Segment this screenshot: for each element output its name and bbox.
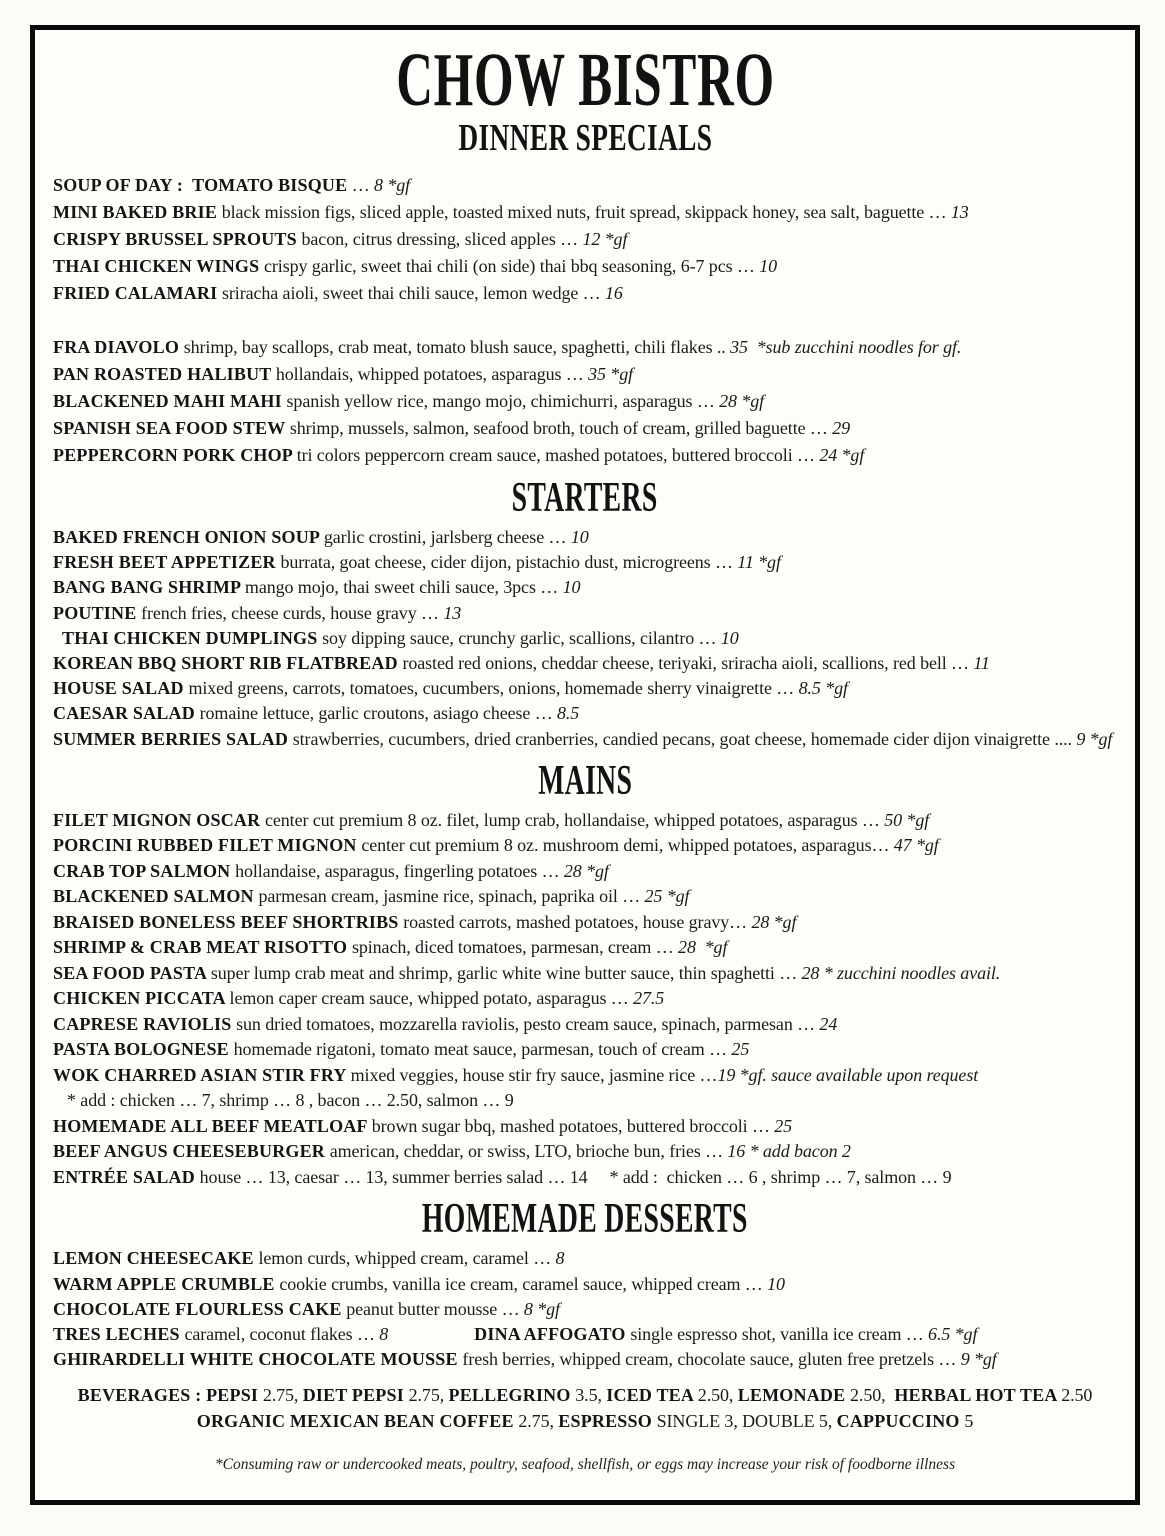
item-price: 28 *gf [678,937,728,958]
menu-item-braised-boneless-beef-shortribs [53,910,1117,936]
beverage-price: 5 [964,1411,974,1432]
menu-item-fresh-beet-appetizer [53,550,1117,575]
item-desc: american, cheddar, or swiss, LTO, brioche bun, fries … [329,1141,728,1162]
item-desc: sriracha aioli, sweet thai chili sauce, lemon wedge … [222,283,605,303]
item-desc: shrimp, bay scallops, crab meat, tomato blush sauce, spaghetti, chili flakes .. [183,337,731,357]
item-price: 10 [720,627,739,648]
section-heading-starters-wrap [53,477,1117,519]
item-name: FRIED CALAMARI [53,283,222,303]
item-price: 28 [801,962,820,983]
beverage-price: 2.75, [518,1411,559,1432]
menu-item-thai-chicken-dumplings [53,626,1117,651]
item-name: THAI CHICKEN WINGS [53,256,265,276]
beverage-name: DIET PEPSI [302,1385,409,1406]
section-mains [53,808,1117,1191]
menu-item-crispy-brussel-sprouts [53,226,1117,253]
menu-subtitle: DINNER SPECIALS [458,117,712,159]
item-name: SOUP OF DAY : TOMATO BISQUE [53,175,348,195]
item-name: CAPRESE RAVIOLIS [53,1013,237,1034]
item-name: WOK CHARRED ASIAN STIR FRY [53,1064,351,1085]
item-price: 13 [443,602,462,623]
beverage-name: CAPPUCCINO [836,1411,965,1432]
item-desc: spinach, diced tomatoes, parmesan, cream … [351,937,679,958]
item-desc: hollandaise, asparagus, fingerling potatoes … [235,860,564,881]
header [53,38,1117,122]
item-note: *sub zucchini noodles for gf. [747,337,962,357]
item-price: 47 *gf [893,835,939,856]
item-desc: roasted red onions, cheddar cheese, teriyaki, sriracha aioli, scallions, red bell … [402,653,974,674]
beverages-line-1 [53,1382,1117,1408]
menu-item-ghirardelli-white-chocolate-mousse [53,1347,1117,1372]
item-desc: strawberries, cucumbers, dried cranberries, candied pecans, goat cheese, homemade cider dijon vinaigrette .... [292,728,1077,749]
item-price: 8 [555,1248,565,1269]
item-price: 35 *gf [588,364,634,384]
item-desc: bacon, citrus dressing, sliced apples … [301,229,583,249]
beverage-name: ORGANIC MEXICAN BEAN COFFEE [196,1411,519,1432]
item-desc: garlic crostini, jarlsberg cheese … [323,527,571,547]
menu-item-fra-diavolo [53,334,1117,361]
item-desc: mixed greens, carrots, tomatoes, cucumbers, onions, homemade sherry vinaigrette … [188,678,799,699]
menu-item-caprese-raviolis [53,1012,1117,1038]
beverage-name: PELLEGRINO [448,1385,576,1406]
item-price: 6.5 *gf [928,1323,978,1344]
beverage-price: 2.75, [408,1385,449,1406]
item-name: THAI CHICKEN DUMPLINGS [62,627,323,648]
menu-item-pasta-bolognese [53,1037,1117,1063]
menu-item-chocolate-flourless-cake [53,1297,1117,1322]
menu-item-caesar-salad [53,701,1117,726]
item-price: 35 [730,337,748,357]
beverage-price: 2.75, [262,1385,303,1406]
item-price: 10 [767,1273,785,1294]
item-name: MINI BAKED BRIE [53,202,222,222]
item-price: 28 *gf [563,860,609,881]
menu-item-korean-bbq-short-rib-flatbread [53,651,1117,676]
item-desc: sun dried tomatoes, mozzarella raviolis, pesto cream sauce, spinach, parmesan … [236,1013,820,1034]
beverage-price: 2.50 [1061,1385,1093,1406]
item-desc: brown sugar bbq, mashed potatoes, buttered broccoli … [371,1115,775,1136]
item-price: 27.5 [633,988,665,1009]
item-note: *gf. sauce available upon request [739,1064,979,1085]
menu-item-pan-roasted-halibut [53,361,1117,388]
item-note: * zucchini noodles avail. [819,962,1001,983]
menu-item-beef-angus-cheeseburger [53,1139,1117,1165]
item-name: ENTRÉE SALAD [53,1166,200,1187]
item-desc: crispy garlic, sweet thai chili (on side) thai bbq seasoning, 6-7 pcs … [264,256,760,276]
item-price: 8.5 *gf [798,678,848,699]
section-heading-desserts: HOMEMADE DESSERTS [422,1196,748,1243]
item-price: 29 [832,418,851,438]
item-price: 10 [562,577,581,598]
item-name: SUMMER BERRIES SALAD [53,728,293,749]
menu-item-poutine [53,601,1117,626]
menu-item-tres-leches-and-dina-affogato [53,1322,1117,1347]
item-desc: … [347,175,375,195]
item-price: 10 [759,256,778,276]
item-name: BANG BANG SHRIMP [53,577,245,598]
menu-item-blackened-salmon [53,884,1117,910]
item-desc: lemon curds, whipped cream, caramel … [258,1248,556,1269]
item-price: 16 [604,283,623,303]
menu-item-blackened-mahi-mahi [53,388,1117,415]
subheader [53,118,1117,158]
menu-item-crab-top-salmon [53,859,1117,885]
beverages-label: BEVERAGES : [77,1385,207,1406]
item-name: PASTA BOLOGNESE [53,1039,234,1060]
item-desc: romaine lettuce, garlic croutons, asiago cheese … [199,703,557,724]
menu-item-fried-calamari [53,280,1117,307]
item-desc: hollandais, whipped potatoes, asparagus … [275,364,589,384]
beverage-price: 2.50, [850,1385,895,1406]
menu-item-spanish-sea-food-stew [53,415,1117,442]
item-desc: tri colors peppercorn cream sauce, mashed potatoes, buttered broccoli … [296,445,820,465]
item-price: 9 *gf [1076,728,1113,749]
item-desc: roasted carrots, mashed potatoes, house gravy… [403,911,752,932]
item-name: LEMON CHEESECAKE [53,1248,259,1269]
item-desc: super lump crab meat and shrimp, garlic white wine butter sauce, thin spaghetti … [210,962,802,983]
item-name: BLACKENED MAHI MAHI [53,391,287,411]
item-desc: single espresso shot, vanilla ice cream … [630,1323,929,1344]
beverage-price: SINGLE 3, DOUBLE 5, [656,1411,837,1432]
menu-item-wok-charred-asian-stir-fry [53,1063,1117,1089]
item-price: 8 *gf [374,175,411,195]
item-price: 8.5 [557,703,580,724]
item-desc: house … 13, caesar … 13, summer berries salad … 14 [199,1166,588,1187]
item-name: CAESAR SALAD [53,703,200,724]
item-price: 50 *gf [884,809,930,830]
item-price: 24 *gf [819,445,865,465]
item-desc: french fries, cheese curds, house gravy … [141,602,444,623]
item-name: BRAISED BONELESS BEEF SHORTRIBS [53,911,404,932]
item-name: FRA DIAVOLO [53,337,184,357]
item-price: 28 *gf [719,391,765,411]
item-name: CHOCOLATE FLOURLESS CAKE [53,1298,347,1319]
item-name: BEEF ANGUS CHEESEBURGER [53,1141,330,1162]
item-name: HOMEMADE ALL BEEF MEATLOAF [53,1115,372,1136]
menu-page [30,25,1140,1505]
item-price: 10 [570,527,589,547]
item-name: TRES LECHES [53,1323,185,1344]
section-heading-mains-wrap [53,757,1117,804]
item-desc: black mission figs, sliced apple, toasted mixed nuts, fruit spread, skippack honey, sea salt, baguette … [221,202,951,222]
item-desc: soy dipping sauce, crunchy garlic, scallions, cilantro … [322,627,721,648]
item-desc: mango mojo, thai sweet chili sauce, 3pcs … [244,577,563,598]
section-desserts [53,1246,1117,1372]
section-heading-mains: MAINS [537,757,633,804]
menu-item-summer-berries-salad [53,727,1117,752]
item-name: FILET MIGNON OSCAR [53,809,265,830]
item-name: GHIRARDELLI WHITE CHOCOLATE MOUSSE [53,1349,463,1370]
menu-item-homemade-all-beef-meatloaf [53,1114,1117,1140]
item-price: 13 [950,202,969,222]
item-price: 19 [717,1064,740,1085]
footer-disclaimer: *Consuming raw or undercooked meats, poultry, seafood, shellfish, or eggs may increase your risk of foodborne illness [214,1456,956,1474]
item-name: SEA FOOD PASTA [53,962,211,983]
beverage-name: PEPSI [206,1385,263,1406]
item-name: SPANISH SEA FOOD STEW [53,418,290,438]
beverage-name: HERBAL HOT TEA [894,1385,1062,1406]
item-price: 24 [819,1013,838,1034]
item-price: 25 [774,1115,793,1136]
item-price: 9 *gf [960,1349,997,1370]
item-price: 16 [727,1141,746,1162]
menu-item-house-salad [53,676,1117,701]
item-price: 8 *gf [523,1298,560,1319]
section-dinner-specials [53,172,1117,469]
item-desc: caramel, coconut flakes … [184,1323,380,1344]
item-price: 25 [731,1039,750,1060]
menu-item-shrimp-crab-meat-risotto [53,935,1117,961]
item-name: PORCINI RUBBED FILET MIGNON [53,835,362,856]
item-name: SHRIMP & CRAB MEAT RISOTTO [53,937,352,958]
item-name: CRISPY BRUSSEL SPROUTS [53,229,302,249]
item-desc: homemade rigatoni, tomato meat sauce, parmesan, touch of cream … [233,1039,732,1060]
item-desc: lemon caper cream sauce, whipped potato, asparagus … [229,988,634,1009]
item-name: PAN ROASTED HALIBUT [53,364,276,384]
item-price: 25 *gf [644,886,690,907]
section-starters [53,525,1117,752]
item-desc: fresh berries, whipped cream, chocolate sauce, gluten free pretzels … [462,1349,961,1370]
spacer [53,307,1117,334]
item-name: PEPPERCORN PORK CHOP [53,445,297,465]
beverage-name: ICED TEA [606,1385,698,1406]
item-name: HOUSE SALAD [53,678,189,699]
menu-item-sea-food-pasta [53,961,1117,987]
item-desc: peanut butter mousse … [346,1298,524,1319]
menu-item-soup-of-day [53,172,1117,199]
menu-item-chicken-piccata [53,986,1117,1012]
item-addon-text: * add : chicken … 6 , shrimp … 7, salmon … 9 [587,1166,952,1187]
menu-item-baked-french-onion-soup [53,525,1117,550]
beverage-name: LEMONADE [737,1385,851,1406]
beverages-line-2 [53,1408,1117,1434]
item-name: FRESH BEET APPETIZER [53,552,281,573]
item-name: POUTINE [53,602,142,623]
menu-item-mini-baked-brie [53,199,1117,226]
item-price: 28 *gf [751,911,797,932]
item-name: BAKED FRENCH ONION SOUP [53,527,324,547]
item-note: * add bacon 2 [745,1141,851,1162]
item-name: KOREAN BBQ SHORT RIB FLATBREAD [53,653,403,674]
item-desc: mixed veggies, house stir fry sauce, jasmine rice … [350,1064,718,1085]
menu-item-thai-chicken-wings [53,253,1117,280]
menu-item-entree-salad [53,1165,1117,1191]
item-addon-text: * add : chicken … 7, shrimp … 8 , bacon … 2.50, salmon … 9 [67,1090,514,1111]
item-price: 12 *gf [582,229,628,249]
item-name: DINA AFFOGATO [474,1323,631,1344]
item-name: BLACKENED SALMON [53,886,259,907]
item-desc: center cut premium 8 oz. mushroom demi, whipped potatoes, asparagus… [361,835,894,856]
item-name: WARM APPLE CRUMBLE [53,1273,280,1294]
menu-item-peppercorn-pork-chop [53,442,1117,469]
section-heading-starters: STARTERS [512,475,658,521]
item-desc: parmesan cream, jasmine rice, spinach, paprika oil … [258,886,645,907]
item-name: CHICKEN PICCATA [53,988,230,1009]
beverage-price: 3.5, [575,1385,607,1406]
beverage-price: 2.50, [697,1385,738,1406]
item-desc: spanish yellow rice, mango mojo, chimichurri, asparagus … [286,391,720,411]
item-desc: shrimp, mussels, salmon, seafood broth, touch of cream, grilled baguette … [289,418,833,438]
beverage-name: ESPRESSO [558,1411,657,1432]
item-desc: cookie crumbs, vanilla ice cream, caramel sauce, whipped cream … [279,1273,768,1294]
menu-item-bang-bang-shrimp [53,575,1117,600]
item-price: 11 *gf [737,552,781,573]
item-desc: center cut premium 8 oz. filet, lump crab, hollandaise, whipped potatoes, asparagus … [265,809,885,830]
section-heading-desserts-wrap [53,1196,1117,1243]
menu-item-porcini-rubbed-filet-mignon [53,833,1117,859]
menu-item-lemon-cheesecake [53,1246,1117,1271]
item-name: CRAB TOP SALMON [53,860,236,881]
item-price: 8 [379,1323,389,1344]
item-price: 11 [973,653,990,674]
menu-item-warm-apple-crumble [53,1272,1117,1297]
menu-item-wok-addons [53,1088,1117,1114]
menu-item-filet-mignon-oscar [53,808,1117,834]
restaurant-title: CHOW BISTRO [395,38,775,122]
item-desc: burrata, goat cheese, cider dijon, pistachio dust, microgreens … [280,552,738,573]
